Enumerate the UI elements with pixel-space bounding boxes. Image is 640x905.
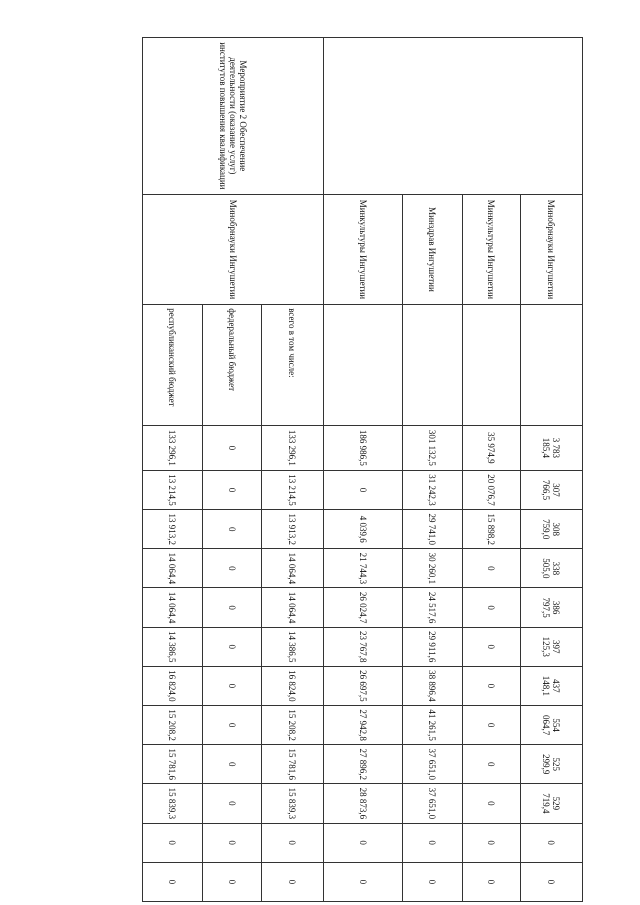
value-cell: 16 824,0 xyxy=(143,666,203,705)
value-cell: 27 942,8 xyxy=(324,706,403,745)
value-cell: 525 299,9 xyxy=(521,745,583,784)
value-cell: 338 505,0 xyxy=(521,549,583,588)
value-cell: 0 xyxy=(203,784,262,823)
value-cell: 0 xyxy=(463,666,521,705)
value-cell: 437 148,1 xyxy=(521,666,583,705)
value-cell: 0 xyxy=(324,862,403,901)
value-cell: 15 781,6 xyxy=(143,745,203,784)
value-cell: 15 898,2 xyxy=(463,510,521,549)
value-cell: 0 xyxy=(463,862,521,901)
value-cell: 15 839,3 xyxy=(262,784,324,823)
table-row xyxy=(521,38,583,902)
value-cell: 23 767,8 xyxy=(324,627,403,666)
value-cell: 0 xyxy=(203,862,262,901)
value-cell: 0 xyxy=(463,588,521,627)
value-cell: 386 797,5 xyxy=(521,588,583,627)
value-cell: 0 xyxy=(463,745,521,784)
value-cell: 0 xyxy=(203,706,262,745)
value-cell: 3 783 185,4 xyxy=(521,425,583,470)
value-cell: 133 296,1 xyxy=(262,425,324,470)
value-cell: 29 911,6 xyxy=(403,627,463,666)
value-cell: 301 132,5 xyxy=(403,425,463,470)
value-cell: 0 xyxy=(203,510,262,549)
value-cell: 308 759,0 xyxy=(521,510,583,549)
value-cell: 0 xyxy=(324,823,403,862)
value-cell: 397 125,3 xyxy=(521,627,583,666)
value-cell: 37 651,0 xyxy=(403,784,463,823)
value-cell: 133 296,1 xyxy=(143,425,203,470)
budget-table xyxy=(142,37,583,902)
value-cell: 0 xyxy=(203,823,262,862)
value-cell: 0 xyxy=(463,549,521,588)
value-cell: 0 xyxy=(463,784,521,823)
value-cell: 307 766,5 xyxy=(521,470,583,509)
value-cell: 15 208,2 xyxy=(143,706,203,745)
value-cell: 15 208,2 xyxy=(262,706,324,745)
value-cell: 0 xyxy=(143,862,203,901)
funding-source-cell xyxy=(521,305,583,426)
ministry-cell: Минкультуры Ингушетии xyxy=(324,194,403,305)
value-cell: 0 xyxy=(203,666,262,705)
table-row xyxy=(262,38,324,902)
funding-source-cell: федеральный бюджет xyxy=(203,305,262,426)
value-cell: 14 064,4 xyxy=(262,588,324,627)
value-cell: 24 517,6 xyxy=(403,588,463,627)
funding-source-cell xyxy=(403,305,463,426)
value-cell: 30 260,1 xyxy=(403,549,463,588)
value-cell: 0 xyxy=(203,588,262,627)
value-cell: 15 839,3 xyxy=(143,784,203,823)
value-cell: 13 214,5 xyxy=(143,470,203,509)
value-cell: 0 xyxy=(463,627,521,666)
value-cell: 26 024,7 xyxy=(324,588,403,627)
value-cell: 0 xyxy=(403,862,463,901)
value-cell: 20 076,7 xyxy=(463,470,521,509)
value-cell: 14 064,4 xyxy=(143,588,203,627)
value-cell: 16 824,0 xyxy=(262,666,324,705)
funding-source-cell: республиканский бюджет xyxy=(143,305,203,426)
value-cell: 13 913,2 xyxy=(143,510,203,549)
value-cell: 21 744,3 xyxy=(324,549,403,588)
value-cell: 554 064,7 xyxy=(521,706,583,745)
value-cell: 15 781,6 xyxy=(262,745,324,784)
table-body xyxy=(143,38,583,902)
value-cell: 0 xyxy=(203,549,262,588)
value-cell: 38 896,4 xyxy=(403,666,463,705)
value-cell: 27 896,2 xyxy=(324,745,403,784)
value-cell: 0 xyxy=(324,470,403,509)
value-cell: 0 xyxy=(203,425,262,470)
funding-source-cell xyxy=(324,305,403,426)
funding-source-cell: всего в том числе: xyxy=(262,305,324,426)
value-cell: 14 386,5 xyxy=(262,627,324,666)
ministry-cell: Минобрнауки Ингушетии xyxy=(143,194,324,305)
value-cell: 0 xyxy=(203,745,262,784)
value-cell: 0 xyxy=(521,862,583,901)
value-cell: 4 039,6 xyxy=(324,510,403,549)
value-cell: 31 242,3 xyxy=(403,470,463,509)
funding-source-cell xyxy=(463,305,521,426)
value-cell: 26 697,5 xyxy=(324,666,403,705)
value-cell: 0 xyxy=(203,627,262,666)
value-cell: 14 064,4 xyxy=(262,549,324,588)
value-cell: 0 xyxy=(143,823,203,862)
value-cell: 0 xyxy=(403,823,463,862)
value-cell: 0 xyxy=(521,823,583,862)
value-cell: 28 873,6 xyxy=(324,784,403,823)
value-cell: 13 913,2 xyxy=(262,510,324,549)
value-cell: 37 651,0 xyxy=(403,745,463,784)
event-cell-empty xyxy=(324,38,583,195)
value-cell: 14 064,4 xyxy=(143,549,203,588)
value-cell: 186 986,5 xyxy=(324,425,403,470)
ministry-cell: Минздрав Ингушетии xyxy=(403,194,463,305)
value-cell: 0 xyxy=(203,470,262,509)
value-cell: 529 719,4 xyxy=(521,784,583,823)
ministry-cell: Минобрнауки Ингушетии xyxy=(521,194,583,305)
rotated-table-page xyxy=(148,37,583,902)
value-cell: 0 xyxy=(262,862,324,901)
value-cell: 0 xyxy=(463,823,521,862)
value-cell: 14 386,5 xyxy=(143,627,203,666)
ministry-cell: Минкультуры Ингушетии xyxy=(463,194,521,305)
event-label: Мероприятие 2 Обеспечение деятельности (оказание услуг) институтов повышения квалификации xyxy=(143,38,324,195)
value-cell: 29 741,0 xyxy=(403,510,463,549)
value-cell: 0 xyxy=(262,823,324,862)
value-cell: 41 261,5 xyxy=(403,706,463,745)
value-cell: 35 974,9 xyxy=(463,425,521,470)
value-cell: 13 214,5 xyxy=(262,470,324,509)
value-cell: 0 xyxy=(463,706,521,745)
